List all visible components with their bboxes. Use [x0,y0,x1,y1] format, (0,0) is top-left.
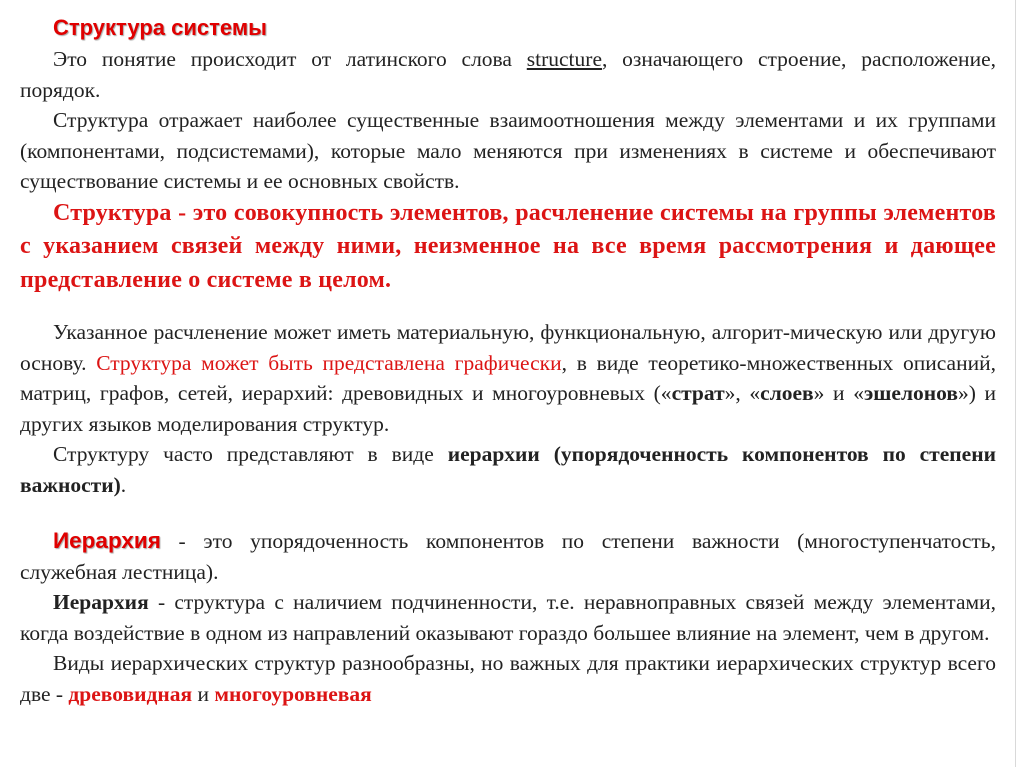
term-strat: страт [671,381,725,405]
paragraph-structure-representation [20,317,996,439]
term-eshelonov: эшелонов [863,381,958,405]
type-tree: древовидная [68,681,193,706]
etymology-text-after: , означающего строение, расположение, порядок. [20,47,996,102]
paragraph-hierarchy-subordination [20,587,996,648]
type-multilevel: многоуровневая [214,681,372,706]
hierarchy-intro-after: . [120,472,127,497]
hierarchy-subordination-text: - структура с наличием подчиненности, т.е. неравноправных связей между элементами, когда воздействие в одном из направлений оказывают гораздо большее влияние на элемент, чем в другом. [20,590,996,645]
hierarchy-types-and: и [192,681,215,706]
hierarchy-term-bold: Иерархия [53,590,149,614]
slide-content [20,12,996,709]
representation-sep-2: » и « [813,381,864,405]
structure-word: structure [526,47,602,71]
paragraph-structure-relations: Структура отражает наиболее существенные взаимоотношения между элементами и их группами (компонентами, подсистемами), которые мало меняются при изменениях в системе и обеспечивают существование системы и ее основных свойств. [20,108,996,193]
term-sloev: слоев [760,381,814,405]
paragraph-hierarchy-types [20,648,996,709]
representation-text-1: Указанное расчленение может иметь материальную, функциональную, алгорит-мическую или другую основу. [20,320,996,375]
paragraph-hierarchy-intro [20,439,996,500]
representation-sep-1: », « [724,381,761,405]
paragraph-etymology [20,44,996,105]
slide-title: Структура системы [53,15,267,40]
etymology-text-before: Это понятие происходит от латинского слова [53,47,527,71]
hierarchy-term: Иерархия [53,528,161,553]
slide-edge-divider [1015,0,1016,767]
hierarchy-definition-text: - это упорядоченность компонентов по степени важности (многоступенчатость, служебная лестница). [20,529,996,584]
hierarchy-intro-before: Структуру часто представляют в виде [53,442,448,466]
hierarchy-intro-bold: иерархии (упорядоченность компонентов по степени важности) [20,442,996,497]
representation-highlight: Структура может быть представлена графически [96,350,562,375]
hierarchy-types-text: Виды иерархических структур разнообразны, но важных для практики иерархических структур всего две - [20,651,996,706]
paragraph-hierarchy-definition [20,526,996,587]
representation-text-3: ») и других языков моделирования структур. [20,381,997,436]
representation-text-2: , в виде теоретико-множественных описаний, матриц, графов, сетей, иерархий: древовидных и многоуровневых (« [20,350,996,405]
structure-definition: Структура - это совокупность элементов, расчленение системы на группы элементов с указанием связей между ними, неизменное на все время рассмотрения и дающее представление о системе в целом. [20,199,996,293]
